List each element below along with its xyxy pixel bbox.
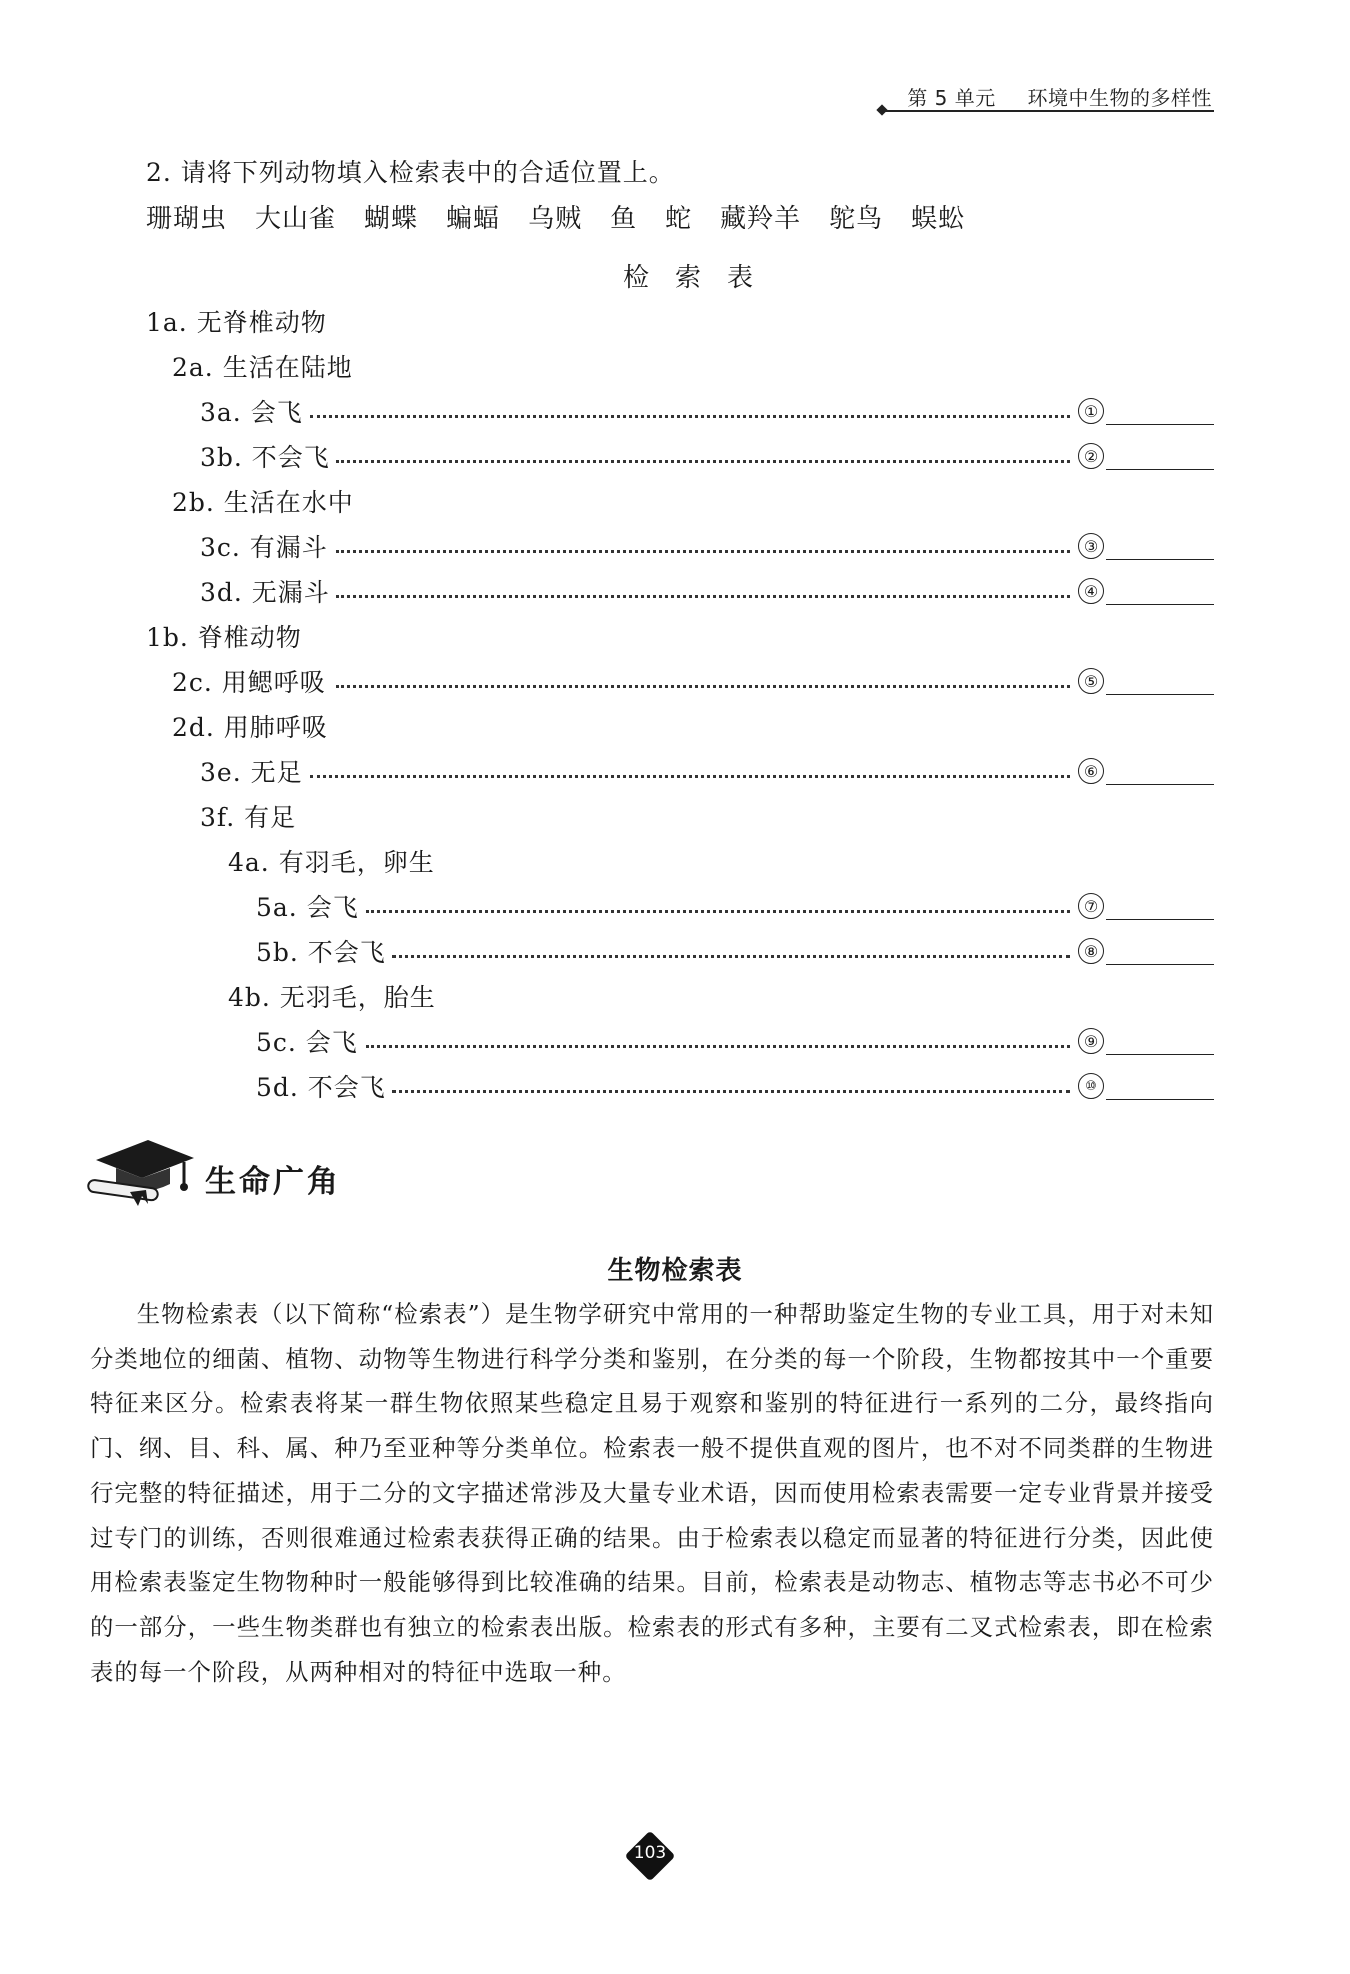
animal-item: 藏羚羊 [720, 204, 802, 234]
question-title: 2. 请将下列动物填入检索表中的合适位置上。 [146, 158, 675, 187]
leader-dots [336, 460, 1070, 463]
key-row-label: 5c. 会飞 [256, 1028, 358, 1057]
key-row [256, 1068, 1214, 1108]
answer-blank-7[interactable] [1106, 919, 1214, 920]
key-row-label: 3a. 会飞 [200, 398, 303, 427]
key-row [200, 528, 1214, 568]
answer-blank-4[interactable] [1106, 604, 1214, 605]
answer-number: ① [1078, 398, 1104, 424]
key-row-label: 3c. 有漏斗 [200, 533, 328, 562]
key-row-label: 2d. 用肺呼吸 [172, 713, 328, 742]
answer-number: ⑥ [1078, 758, 1104, 784]
page-number: 103 [633, 1843, 667, 1863]
key-title: 检索表 [622, 263, 779, 293]
key-row-label: 4b. 无羽毛，胎生 [228, 983, 436, 1012]
key-row [200, 798, 700, 838]
animal-item: 鸵鸟 [829, 204, 884, 234]
key-row [200, 438, 1214, 478]
answer-blank-3[interactable] [1106, 559, 1214, 560]
key-row-label: 3e. 无足 [200, 758, 303, 787]
key-row [256, 888, 1214, 928]
answer-number: ③ [1078, 533, 1104, 559]
animal-item: 蝴蝶 [364, 204, 419, 234]
leader-dots [392, 955, 1070, 958]
leader-dots [310, 415, 1070, 418]
leader-dots [336, 550, 1070, 553]
answer-number: ⑨ [1078, 1028, 1104, 1054]
answer-blank-8[interactable] [1106, 964, 1214, 965]
key-row [228, 978, 728, 1018]
key-row [172, 348, 672, 388]
answer-number: ⑩ [1078, 1073, 1104, 1099]
leader-dots [366, 1045, 1070, 1048]
article-body [90, 1292, 1214, 1694]
animal-list [146, 198, 993, 235]
answer-blank-10[interactable] [1106, 1099, 1214, 1100]
key-row [200, 393, 1214, 433]
key-row [256, 1023, 1214, 1063]
key-row [256, 933, 1214, 973]
key-row-label: 3b. 不会飞 [200, 443, 330, 472]
key-row [146, 618, 646, 658]
key-row-label: 1b. 脊椎动物 [146, 623, 302, 652]
answer-blank-2[interactable] [1106, 469, 1214, 470]
key-row-label: 3f. 有足 [200, 803, 297, 832]
key-row-label: 1a. 无脊椎动物 [146, 308, 327, 337]
animal-item: 蝙蝠 [446, 204, 501, 234]
key-row-label: 2a. 生活在陆地 [172, 353, 353, 382]
answer-blank-5[interactable] [1106, 694, 1214, 695]
key-row [172, 663, 1214, 703]
answer-number: ⑧ [1078, 938, 1104, 964]
key-row-label: 5b. 不会飞 [256, 938, 386, 967]
answer-number: ⑦ [1078, 893, 1104, 919]
answer-number: ④ [1078, 578, 1104, 604]
header-rule [884, 110, 1214, 112]
key-row [228, 843, 728, 883]
unit-label: 第 5 单元 [907, 86, 996, 110]
unit-title: 环境中生物的多样性 [1027, 86, 1212, 110]
key-row-label: 3d. 无漏斗 [200, 578, 330, 607]
article-paragraph: 生物检索表（以下简称“检索表”）是生物学研究中常用的一种帮助鉴定生物的专业工具，用于对未知分类地位的细菌、植物、动物等生物进行科学分类和鉴别，在分类的每一个阶段，生物都按其中一个重要特征来区分。检索表将某一群生物依照某些稳定且易于观察和鉴别的特征进行一系列的二分，最终指向门、纲、目、科、属、种乃至亚种等分类单位。检索表一般不提供直观的图片，也不对不同类群的生物进行完整的特征描述，用于二分的文字描述常涉及大量专业术语，因而使用检索表需要一定专业背景并接受过专门的训练，否则很难通过检索表获得正确的结果。由于检索表以稳定而显著的特征进行分类，因此使用检索表鉴定生物物种时一般能够得到比较准确的结果。目前，检索表是动物志、植物志等志书必不可少的一部分，一些生物类群也有独立的检索表出版。检索表的形式有多种，主要有二叉式检索表，即在检索表的每一个阶段，从两种相对的特征中选取一种。 [90, 1300, 1214, 1686]
key-row-label: 2b. 生活在水中 [172, 488, 354, 517]
leader-dots [310, 775, 1070, 778]
leader-dots [336, 595, 1070, 598]
key-row-label: 2c. 用鳃呼吸 [172, 668, 326, 697]
key-row-label: 5a. 会飞 [256, 893, 359, 922]
animal-item: 蜈蚣 [911, 204, 966, 234]
graduation-cap-icon [86, 1132, 196, 1212]
answer-number: ⑤ [1078, 668, 1104, 694]
animal-item: 蛇 [665, 204, 693, 234]
key-row [200, 573, 1214, 613]
article-title: 生物检索表 [607, 1256, 743, 1286]
animal-item: 大山雀 [255, 204, 337, 234]
animal-item: 鱼 [610, 204, 638, 234]
answer-blank-6[interactable] [1106, 784, 1214, 785]
answer-blank-9[interactable] [1106, 1054, 1214, 1055]
answer-number: ② [1078, 443, 1104, 469]
key-row-label: 4a. 有羽毛，卵生 [228, 848, 435, 877]
animal-item: 珊瑚虫 [146, 204, 228, 234]
leader-dots [392, 1090, 1070, 1093]
key-row [172, 708, 672, 748]
key-row [172, 483, 672, 523]
page-number-badge [625, 1831, 675, 1881]
key-row [200, 753, 1214, 793]
animal-item: 乌贼 [528, 204, 583, 234]
leader-dots [366, 910, 1070, 913]
answer-blank-1[interactable] [1106, 424, 1214, 425]
key-row [146, 303, 646, 343]
key-row-label: 5d. 不会飞 [256, 1073, 386, 1102]
leader-dots [336, 685, 1070, 688]
section-banner: 生命广角 [205, 1164, 341, 1200]
